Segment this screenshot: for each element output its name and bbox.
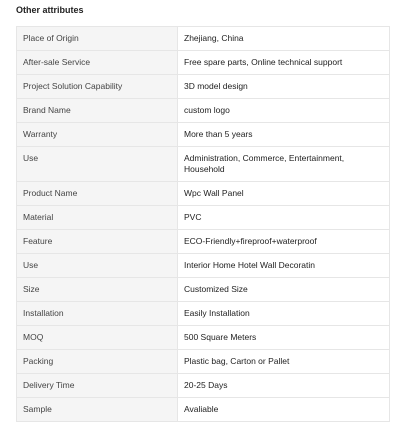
attribute-key: Warranty bbox=[17, 123, 178, 147]
attribute-key: Feature bbox=[17, 230, 178, 254]
attribute-value: custom logo bbox=[178, 99, 390, 123]
table-row bbox=[17, 75, 390, 99]
attribute-key: Project Solution Capability bbox=[17, 75, 178, 99]
attribute-value: PVC bbox=[178, 206, 390, 230]
attribute-key: Installation bbox=[17, 302, 178, 326]
attribute-key: Use bbox=[17, 147, 178, 182]
attribute-key: MOQ bbox=[17, 326, 178, 350]
attribute-value: Easily Installation bbox=[178, 302, 390, 326]
attributes-table bbox=[16, 26, 390, 422]
attribute-value: Customized Size bbox=[178, 278, 390, 302]
attribute-value: 20-25 Days bbox=[178, 374, 390, 398]
attribute-key: Packing bbox=[17, 350, 178, 374]
attribute-value: Plastic bag, Carton or Pallet bbox=[178, 350, 390, 374]
table-row bbox=[17, 206, 390, 230]
table-row bbox=[17, 51, 390, 75]
table-row bbox=[17, 350, 390, 374]
attribute-value: Wpc Wall Panel bbox=[178, 182, 390, 206]
table-row bbox=[17, 254, 390, 278]
attribute-key: Delivery Time bbox=[17, 374, 178, 398]
table-row bbox=[17, 398, 390, 422]
table-row bbox=[17, 374, 390, 398]
table-row bbox=[17, 182, 390, 206]
attribute-value: Avaliable bbox=[178, 398, 390, 422]
attribute-value: ECO-Friendly+fireproof+waterproof bbox=[178, 230, 390, 254]
attribute-value: 500 Square Meters bbox=[178, 326, 390, 350]
attribute-value: Zhejiang, China bbox=[178, 27, 390, 51]
attribute-key: Place of Origin bbox=[17, 27, 178, 51]
table-row bbox=[17, 147, 390, 182]
table-row bbox=[17, 230, 390, 254]
table-row bbox=[17, 99, 390, 123]
table-row bbox=[17, 123, 390, 147]
attribute-key: Sample bbox=[17, 398, 178, 422]
attribute-value: Free spare parts, Online technical support bbox=[178, 51, 390, 75]
attribute-key: Material bbox=[17, 206, 178, 230]
attribute-key: Use bbox=[17, 254, 178, 278]
table-row bbox=[17, 278, 390, 302]
attribute-value: Administration, Commerce, Entertainment, Household bbox=[178, 147, 390, 182]
table-row bbox=[17, 326, 390, 350]
attribute-key: Brand Name bbox=[17, 99, 178, 123]
attribute-value: 3D model design bbox=[178, 75, 390, 99]
attribute-value: More than 5 years bbox=[178, 123, 390, 147]
attribute-key: After-sale Service bbox=[17, 51, 178, 75]
attribute-value: Interior Home Hotel Wall Decoratin bbox=[178, 254, 390, 278]
section-title: Other attributes bbox=[16, 5, 84, 15]
table-row bbox=[17, 302, 390, 326]
table-row bbox=[17, 27, 390, 51]
attribute-key: Size bbox=[17, 278, 178, 302]
attribute-key: Product Name bbox=[17, 182, 178, 206]
